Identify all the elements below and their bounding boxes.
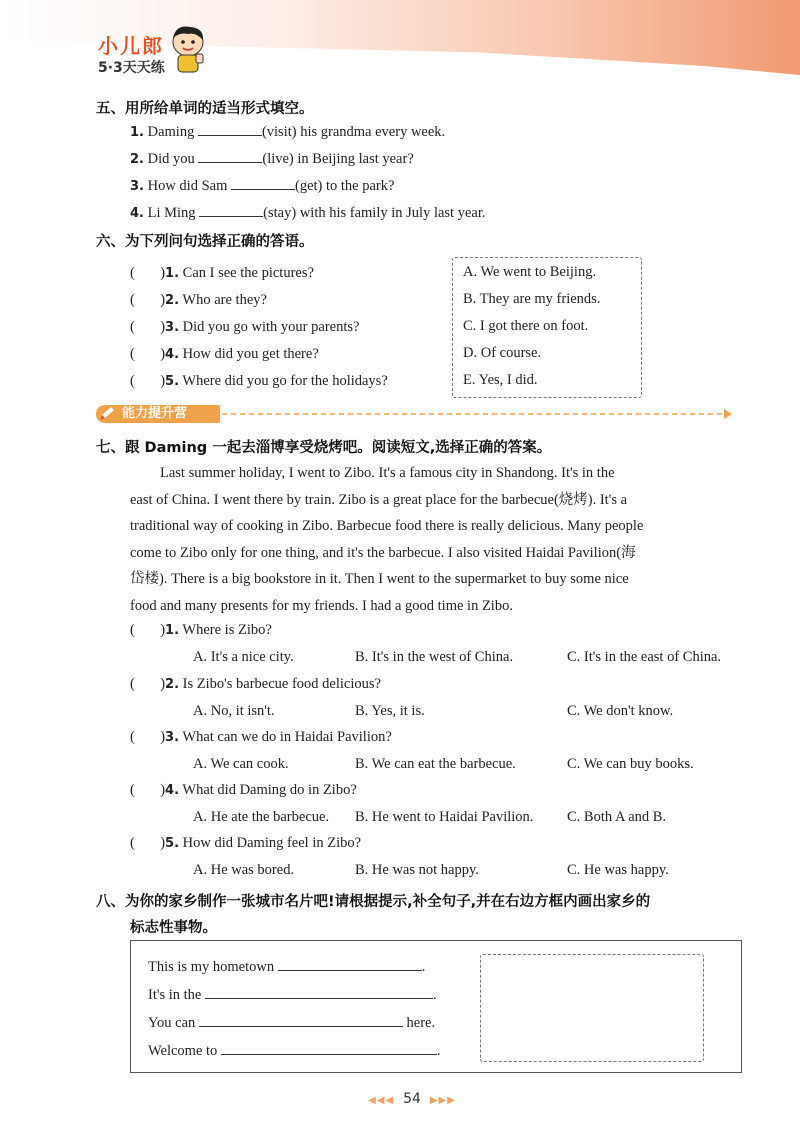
choice-b: B. Yes, it is.	[355, 703, 425, 719]
item-text-before: Li Ming	[147, 205, 196, 221]
answer-blank[interactable]	[198, 123, 262, 136]
card-line-prefix: Welcome to	[148, 1043, 218, 1059]
question-text: Did you go with your parents?	[182, 319, 360, 335]
question-text: Where is Zibo?	[182, 622, 272, 638]
item-text-before: How did Sam	[147, 178, 228, 194]
choice-b: B. He was not happy.	[355, 862, 479, 878]
question-number: 4.	[165, 783, 180, 798]
item-text-after: to the park?	[325, 178, 395, 194]
reading-question-4	[130, 782, 357, 799]
answer-paren[interactable]: ( )	[130, 729, 166, 745]
question-text: Can I see the pictures?	[182, 265, 314, 281]
question-text: How did you get there?	[182, 346, 319, 362]
question-number: 3.	[165, 320, 180, 335]
choice-c: C. It's in the east of China.	[567, 649, 722, 665]
section8-title-line1: 八、为你的家乡制作一张城市名片吧!请根据提示,补全句子,并在右边方框内画出家乡的	[96, 894, 651, 910]
passage-line: come to Zibo only for one thing, and it's the barbecue. I also visited Haidai Pavilion(海	[130, 544, 636, 561]
choice-a: A. We can cook.	[193, 756, 289, 772]
mascot-icon	[166, 24, 210, 74]
choice-b: B. We can eat the barbecue.	[355, 756, 516, 772]
section6-question-3	[130, 319, 359, 336]
item-text-before: Did you	[147, 151, 195, 167]
section6-question-2	[130, 292, 267, 309]
pencil-icon	[98, 406, 116, 422]
question-number: 2.	[165, 293, 180, 308]
question-text: What did Daming do in Zibo?	[182, 782, 357, 798]
section6-question-5	[130, 373, 388, 390]
answer-blank[interactable]	[221, 1042, 437, 1055]
card-line-1	[148, 958, 425, 976]
reading-passage	[130, 460, 740, 619]
item-text-before: Daming	[147, 124, 195, 140]
choice-c: C. Both A and B.	[567, 809, 667, 825]
passage-line: traditional way of cooking in Zibo. Barbecue food there is really delicious. Many people	[130, 518, 644, 534]
section8-title-line2: 标志性事物。	[130, 920, 217, 936]
page-number: 54	[403, 1091, 421, 1107]
question-number: 5.	[165, 374, 180, 389]
question-text: Is Zibo's barbecue food delicious?	[182, 676, 381, 692]
option-e: E. Yes, I did.	[463, 372, 538, 388]
passage-line: east of China. I went there by train. Zibo is a great place for the barbecue(烧烤). It's a	[130, 491, 628, 508]
option-c: C. I got there on foot.	[463, 318, 589, 334]
reading-question-2	[130, 676, 381, 693]
choice-b: B. He went to Haidai Pavilion.	[355, 809, 534, 825]
section6-question-1	[130, 265, 314, 282]
question-text: Who are they?	[182, 292, 267, 308]
section6-question-4	[130, 346, 319, 363]
answer-blank[interactable]	[205, 986, 433, 999]
reading-question-1	[130, 622, 272, 639]
answer-blank[interactable]	[231, 177, 295, 190]
card-line-suffix: .	[421, 959, 426, 975]
answer-blank[interactable]	[278, 958, 422, 971]
choice-a: A. No, it isn't.	[193, 703, 275, 719]
question-number: 3.	[165, 730, 180, 745]
card-line-suffix: .	[432, 987, 437, 1003]
answer-paren[interactable]: ( )	[130, 835, 166, 851]
item-text-after: in Beijing last year?	[297, 151, 414, 167]
item-text-after: his grandma every week.	[300, 124, 446, 140]
item-hint: (get)	[294, 178, 323, 194]
option-a: A. We went to Beijing.	[463, 264, 597, 280]
section5-item-3	[130, 177, 394, 195]
answer-paren[interactable]: ( )	[130, 782, 166, 798]
question-number: 5.	[165, 836, 180, 851]
drawing-box[interactable]	[480, 954, 704, 1062]
question-number: 2.	[165, 677, 180, 692]
answer-blank[interactable]	[199, 204, 263, 217]
card-line-2	[148, 986, 437, 1004]
answer-paren[interactable]: ( )	[130, 622, 166, 638]
answer-paren[interactable]: ( )	[130, 319, 166, 335]
item-hint: (live)	[262, 151, 294, 167]
section5-title: 五、用所给单词的适当形式填空。	[96, 101, 314, 117]
section5-item-4	[130, 204, 485, 222]
choice-c: C. We can buy books.	[567, 756, 694, 772]
right-arrows-icon: ▶▶▶	[429, 1095, 456, 1106]
card-line-3	[148, 1014, 435, 1032]
card-line-prefix: This is my hometown	[148, 959, 275, 975]
card-line-prefix: It's in the	[148, 987, 202, 1003]
reading-question-3	[130, 729, 392, 746]
passage-line: Last summer holiday, I went to Zibo. It's a famous city in Shandong. It's in the	[160, 465, 615, 481]
item-text-after: with his family in July last year.	[299, 205, 486, 221]
choice-c: C. We don't know.	[567, 703, 674, 719]
choice-a: A. It's a nice city.	[193, 649, 294, 665]
question-number: 1.	[165, 623, 180, 638]
banner-label: 能力提升营	[96, 405, 220, 423]
question-number: 4.	[165, 347, 180, 362]
option-b: B. They are my friends.	[463, 291, 601, 307]
section7-title: 七、跟 Daming 一起去淄博享受烧烤吧。阅读短文,选择正确的答案。	[96, 440, 552, 456]
answer-paren[interactable]: ( )	[130, 265, 166, 281]
question-number: 1.	[165, 266, 180, 281]
choice-a: A. He was bored.	[193, 862, 295, 878]
item-hint: (stay)	[263, 205, 297, 221]
page-footer	[352, 1091, 472, 1107]
passage-line: food and many presents for my friends. I had a good time in Zibo.	[130, 597, 513, 614]
item-number: 4.	[130, 206, 144, 221]
choice-c: C. He was happy.	[567, 862, 669, 878]
section5-item-1	[130, 123, 445, 141]
answer-blank[interactable]	[198, 150, 262, 163]
reading-question-5	[130, 835, 361, 852]
card-line-suffix: .	[436, 1043, 441, 1059]
item-hint: (visit)	[261, 124, 297, 140]
choice-b: B. It's in the west of China.	[355, 649, 514, 665]
section5-item-2	[130, 150, 414, 168]
answer-paren[interactable]: ( )	[130, 292, 166, 308]
section6-title: 六、为下列问句选择正确的答语。	[96, 234, 314, 250]
question-text: Where did you go for the holidays?	[182, 373, 388, 389]
brand-title: 小儿郎	[98, 34, 164, 58]
question-text: What can we do in Haidai Pavilion?	[182, 729, 392, 745]
answer-blank[interactable]	[199, 1014, 403, 1027]
left-arrows-icon: ◀◀◀	[368, 1095, 395, 1106]
option-d: D. Of course.	[463, 345, 542, 361]
item-number: 1.	[130, 125, 144, 140]
answer-paren[interactable]: ( )	[130, 676, 166, 692]
answer-paren[interactable]: ( )	[130, 346, 166, 362]
brand-subtitle: 5·3天天练	[98, 60, 165, 76]
item-number: 3.	[130, 179, 144, 194]
passage-line: 岱楼). There is a big bookstore in it. Then I went to the supermarket to buy some nice	[130, 571, 629, 587]
item-number: 2.	[130, 152, 144, 167]
answer-paren[interactable]: ( )	[130, 373, 166, 389]
card-line-prefix: You can	[148, 1015, 196, 1031]
card-line-suffix: here.	[406, 1015, 436, 1031]
card-line-4	[148, 1042, 441, 1060]
question-text: How did Daming feel in Zibo?	[182, 835, 362, 851]
choice-a: A. He ate the barbecue.	[193, 809, 330, 825]
